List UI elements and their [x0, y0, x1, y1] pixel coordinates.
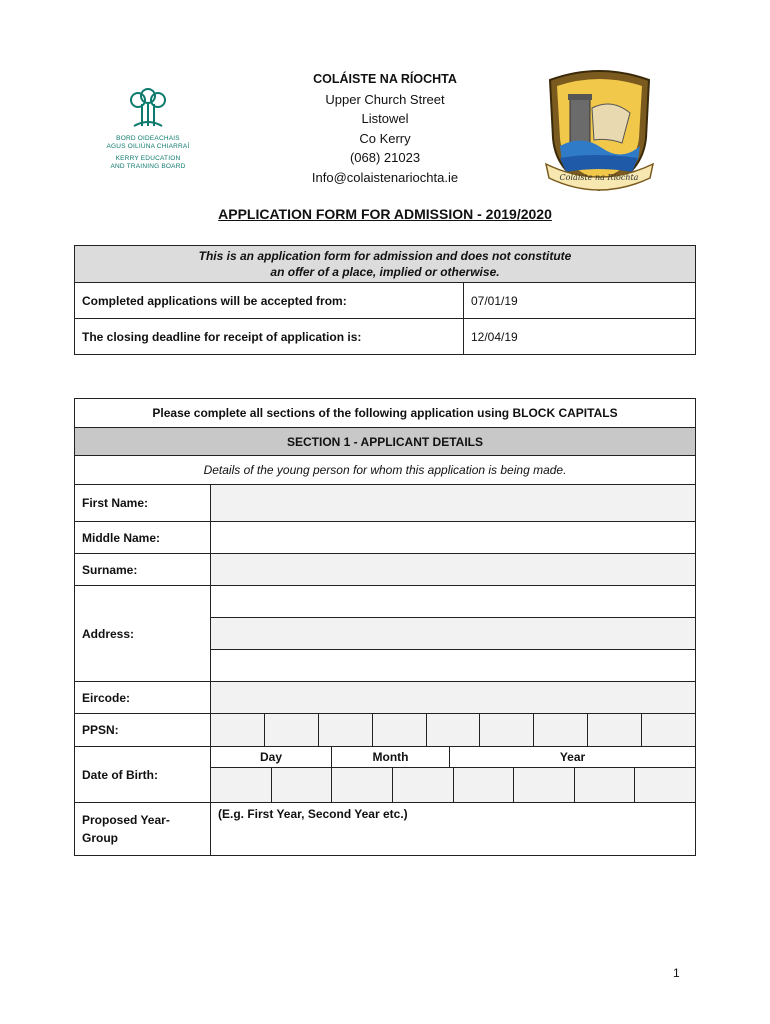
dob-label: Date of Birth:: [75, 747, 211, 803]
application-form-table: [74, 398, 696, 856]
crest-motto: Coláiste na Ríochta: [559, 173, 639, 182]
dob-month-digit-1[interactable]: [331, 768, 392, 802]
etb-text-line-3: KERRY EDUCATION: [115, 155, 181, 162]
etb-text-line-1: BORD OIDEACHAIS: [116, 135, 180, 142]
first-name-label: First Name:: [75, 485, 211, 522]
ppsn-char-7[interactable]: [533, 714, 587, 746]
first-name-field[interactable]: [211, 485, 696, 522]
ppsn-label: PPSN:: [75, 714, 211, 747]
info-table: [74, 245, 696, 355]
school-county: Co Kerry: [359, 130, 411, 146]
ppsn-char-9[interactable]: [641, 714, 695, 746]
eircode-field[interactable]: [211, 682, 696, 714]
address-label: Address:: [75, 586, 211, 682]
school-phone: (068) 21023: [349, 150, 421, 165]
school-street: Upper Church Street: [325, 91, 445, 107]
address-line-3-field[interactable]: [211, 650, 696, 682]
dob-day-header: Day: [259, 750, 282, 764]
notice-line-1: This is an application form for admission and does not constitute: [198, 249, 572, 263]
middle-name-label: Middle Name:: [75, 522, 211, 554]
etb-text-line-4: AND TRAINING BOARD: [110, 163, 186, 170]
ppsn-char-4[interactable]: [372, 714, 426, 746]
closing-deadline-label: The closing deadline for receipt of application is:: [75, 319, 464, 355]
notice-line-2: an offer of a place, implied or otherwise.: [270, 265, 500, 279]
ppsn-char-6[interactable]: [479, 714, 533, 746]
dob-month-digit-2[interactable]: [392, 768, 453, 802]
form-title: APPLICATION FORM FOR ADMISSION - 2019/2020: [218, 206, 552, 222]
school-crest: [542, 68, 657, 193]
dob-day-digit-1[interactable]: [211, 768, 271, 802]
dob-year-digit-1[interactable]: [453, 768, 514, 802]
ppsn-char-8[interactable]: [587, 714, 641, 746]
dob-year-header: Year: [449, 747, 695, 767]
accepted-from-value: 07/01/19: [464, 283, 696, 319]
dob-year-digit-2[interactable]: [513, 768, 574, 802]
school-town: Listowel: [361, 111, 409, 126]
surname-label: Surname:: [75, 554, 211, 586]
crest-shield-icon: [542, 68, 657, 193]
etb-text-line-2: AGUS OILIÚNA CHIARRAÍ: [106, 143, 190, 150]
middle-name-field[interactable]: [211, 522, 696, 554]
accepted-from-label: Completed applications will be accepted from:: [75, 283, 464, 319]
school-address: [270, 70, 500, 187]
address-line-2-field[interactable]: [211, 618, 696, 650]
dob-day-digit-2[interactable]: [271, 768, 332, 802]
instruction-text: Please complete all sections of the following application using BLOCK CAPITALS: [75, 399, 696, 428]
closing-deadline-value: 12/04/19: [464, 319, 696, 355]
dob-month-header: Month: [331, 747, 449, 767]
notice-cell: [75, 246, 696, 283]
eircode-label: Eircode:: [75, 682, 211, 714]
year-group-hint: (E.g. First Year, Second Year etc.): [218, 807, 408, 821]
etb-logo: [98, 88, 198, 183]
year-group-label: Proposed Year-Group: [75, 803, 211, 856]
school-name: COLÁISTE NA RÍOCHTA: [313, 72, 457, 86]
section-1-description: Details of the young person for whom this application is being made.: [75, 456, 696, 485]
ppsn-char-1[interactable]: [211, 714, 264, 746]
ppsn-cells: [211, 714, 696, 747]
ppsn-char-5[interactable]: [426, 714, 480, 746]
surname-field[interactable]: [211, 554, 696, 586]
dob-year-digit-4[interactable]: [634, 768, 695, 802]
section-1-title: SECTION 1 - APPLICANT DETAILS: [75, 428, 696, 456]
school-email: Info@colaistenariochta.ie: [311, 169, 459, 185]
dob-cells: [211, 747, 696, 803]
ppsn-char-3[interactable]: [318, 714, 372, 746]
page-number: 1: [673, 966, 680, 980]
dob-year-digit-3[interactable]: [574, 768, 635, 802]
address-line-1-field[interactable]: [211, 586, 696, 618]
tree-icon: [128, 88, 168, 130]
year-group-field[interactable]: [211, 803, 696, 856]
ppsn-char-2[interactable]: [264, 714, 318, 746]
